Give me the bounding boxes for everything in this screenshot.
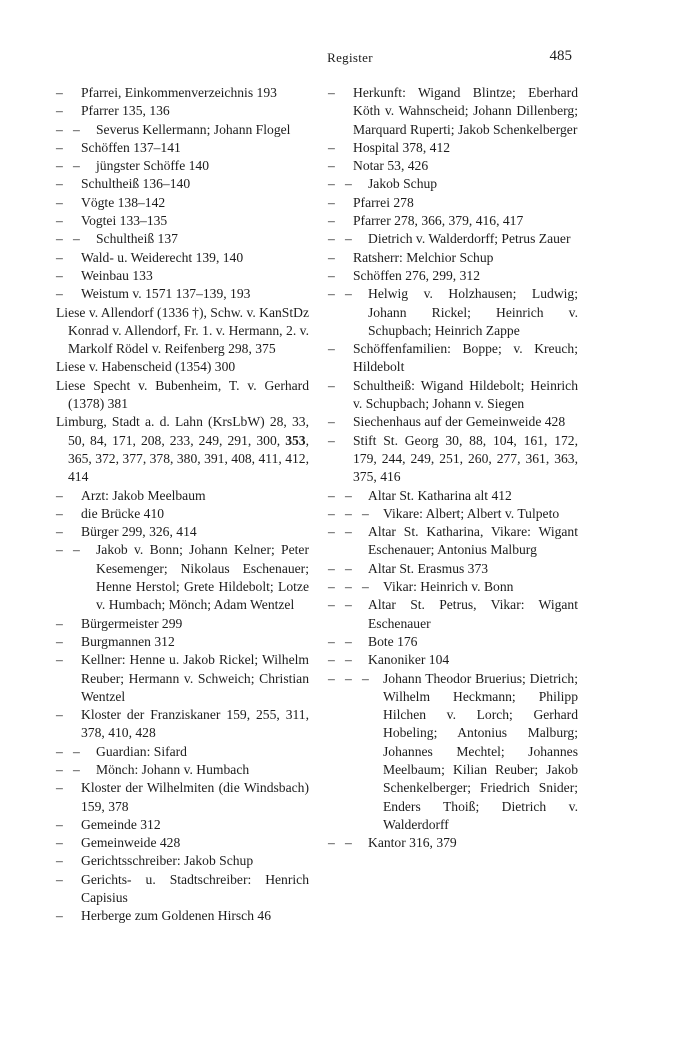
entry-text: Gemeinde 312 xyxy=(81,816,161,832)
index-entry xyxy=(328,578,578,596)
entry-text: die Brücke 410 xyxy=(81,505,165,521)
entry-text: Schöffen 137–141 xyxy=(81,139,181,155)
index-entry xyxy=(328,267,578,285)
index-entry xyxy=(328,340,578,377)
dash-marker xyxy=(328,523,352,541)
index-entry xyxy=(56,267,309,285)
index-entry xyxy=(328,212,578,230)
entry-text: Schultheiß 136–140 xyxy=(81,176,191,192)
dash-marker xyxy=(328,432,335,450)
page-number: 485 xyxy=(549,48,572,64)
entry-text: Bürgermeister 299 xyxy=(81,615,183,631)
index-entry xyxy=(56,139,309,157)
index-entry xyxy=(328,523,578,560)
entry-text: Vikar: Heinrich v. Bonn xyxy=(383,579,514,595)
index-entry xyxy=(328,84,578,139)
entry-text: Gemeinweide 428 xyxy=(81,835,181,851)
index-entry xyxy=(56,615,309,633)
entry-text: Gerichts- u. Stadtschreiber: Henrich Capisius xyxy=(81,871,309,906)
index-entry xyxy=(56,505,309,523)
entry-text: Siechenhaus auf der Gemeinweide 428 xyxy=(353,414,566,430)
dash-marker xyxy=(56,523,63,541)
dash-marker xyxy=(56,816,63,834)
dash-marker xyxy=(56,487,63,505)
index-entry xyxy=(328,230,578,248)
index-entry xyxy=(328,432,578,487)
index-entry xyxy=(56,871,309,908)
dash-marker xyxy=(328,413,335,431)
index-entry xyxy=(56,523,309,541)
index-entry xyxy=(328,670,578,835)
index-entry xyxy=(56,779,309,816)
index-entry xyxy=(328,596,578,633)
entry-text: Altar St. Petrus, Vikar: Wigant Eschenauer xyxy=(368,597,578,631)
entry-text: Kantor 316, 379 xyxy=(368,835,457,851)
dash-marker xyxy=(56,761,80,779)
index-entry xyxy=(328,633,578,651)
index-entry xyxy=(56,285,309,303)
entry-text: Helwig v. Holzhausen; Ludwig; Johann Rickel; Heinrich v. Schupbach; Heinrich Zappe xyxy=(368,286,578,338)
running-header-title: Register xyxy=(327,50,373,65)
entry-text: Stift St. Georg 30, 88, 104, 161, 172, 179, 244, 249, 251, 260, 277, 361, 363, 375, 416 xyxy=(353,432,578,485)
index-entry xyxy=(56,413,309,486)
entry-text: Schultheiß: Wigand Hildebolt; Heinrich v. Schupbach; Johann v. Siegen xyxy=(353,377,578,412)
entry-text: Altar St. Katharina alt 412 xyxy=(368,487,512,503)
dash-marker xyxy=(328,670,369,688)
dash-marker xyxy=(56,230,80,248)
index-entry xyxy=(56,377,309,414)
dash-marker xyxy=(56,505,63,523)
dash-marker xyxy=(328,285,352,303)
dash-marker xyxy=(328,487,352,505)
entry-text: Jakob Schup xyxy=(368,176,438,192)
index-entry xyxy=(328,175,578,193)
index-entry xyxy=(56,834,309,852)
index-entry xyxy=(56,907,309,925)
entry-text: Bote 176 xyxy=(368,633,418,649)
entry-text: Herkunft: Wigand Blintze; Eberhard Köth v. Wahnscheid; Johann Dillenberg; Marquard Ruperti; Jakob Schenkelberger xyxy=(353,85,578,137)
dash-marker xyxy=(56,84,63,102)
index-entry xyxy=(56,761,309,779)
entry-text: Johann Theodor Bruerius; Dietrich; Wilhelm Heckmann; Philipp Hilchen v. Lorch; Gerhard Hobeling; Antonius Malburg; Johannes Mechtel; Johannes Meelbaum; Kilian Reuber; Jakob Schenkelberger; Friedrich Snider; Enders Thoiß; Dietrich v. Walderdorff xyxy=(383,670,578,832)
dash-marker xyxy=(328,340,335,358)
dash-marker xyxy=(328,633,352,651)
index-column-left xyxy=(56,84,309,926)
index-entry xyxy=(328,505,578,523)
index-entry xyxy=(56,84,309,102)
entry-text: Notar 53, 426 xyxy=(353,158,429,174)
index-entry xyxy=(56,157,309,175)
entry-text: Weistum v. 1571 137–139, 193 xyxy=(81,286,251,302)
index-entry xyxy=(328,487,578,505)
index-entry xyxy=(56,121,309,139)
dash-marker xyxy=(56,907,63,925)
entry-text: jüngster Schöffe 140 xyxy=(96,158,210,174)
dash-marker xyxy=(56,852,63,870)
entry-text: Vogtei 133–135 xyxy=(81,213,168,229)
index-entry xyxy=(56,358,309,376)
index-entry xyxy=(56,541,309,614)
dash-marker xyxy=(56,615,63,633)
index-entry xyxy=(328,651,578,669)
dash-marker xyxy=(328,267,335,285)
index-entry xyxy=(328,285,578,340)
entry-text: Liese v. Habenscheid (1354) 300 xyxy=(56,359,236,375)
dash-marker xyxy=(328,157,335,175)
dash-marker xyxy=(328,212,335,230)
entry-text: Schultheiß 137 xyxy=(96,231,178,247)
dash-marker xyxy=(328,834,352,852)
dash-marker xyxy=(328,505,369,523)
dash-marker xyxy=(328,194,335,212)
dash-marker xyxy=(56,194,63,212)
entry-text: Ratsherr: Melchior Schup xyxy=(353,249,494,265)
entry-text: , 365, 372, 377, 378, 380, 391, 408, 411, 412, 414 xyxy=(68,432,309,485)
entry-text: Bürger 299, 326, 414 xyxy=(81,524,197,540)
entry-text: Severus Kellermann; Johann Flogel xyxy=(96,121,291,137)
dash-marker xyxy=(56,871,63,889)
dash-marker xyxy=(56,157,80,175)
entry-text: Kanoniker 104 xyxy=(368,652,450,668)
index-entry xyxy=(328,157,578,175)
dash-marker xyxy=(56,121,80,139)
dash-marker xyxy=(56,633,63,651)
index-entry xyxy=(56,212,309,230)
entry-text: Guardian: Sifard xyxy=(96,743,187,759)
entry-text: Kloster der Wilhelmiten (die Windsbach) 159, 378 xyxy=(81,780,309,814)
dash-marker xyxy=(328,175,352,193)
entry-text: Pfarrei, Einkommenverzeichnis 193 xyxy=(81,85,277,100)
entry-text: Gerichtsschreiber: Jakob Schup xyxy=(81,853,254,869)
index-entry xyxy=(56,633,309,651)
index-entry xyxy=(56,651,309,706)
dash-marker xyxy=(56,834,63,852)
index-entry xyxy=(56,304,309,359)
index-entry xyxy=(56,249,309,267)
entry-text: Jakob v. Bonn; Johann Kelner; Peter Kesemenger; Nikolaus Eschenauer; Henne Herstol; Grete Hildebolt; Lotze v. Humbach; Mönch; Adam Wentzel xyxy=(96,542,309,613)
index-entry xyxy=(328,249,578,267)
entry-bold-page: 353 xyxy=(285,432,306,448)
dash-marker xyxy=(328,84,335,102)
dash-marker xyxy=(56,743,80,761)
index-entry xyxy=(56,194,309,212)
dash-marker xyxy=(56,249,63,267)
dash-marker xyxy=(328,249,335,267)
index-entry xyxy=(56,230,309,248)
dash-marker xyxy=(56,541,80,559)
entry-text: Kellner: Henne u. Jakob Rickel; Wilhelm Reuber; Hermann v. Schweich; Christian Wentzel xyxy=(81,652,309,704)
index-entry xyxy=(328,560,578,578)
dash-marker xyxy=(56,285,63,303)
dash-marker xyxy=(56,651,63,669)
index-column-right xyxy=(328,84,578,852)
entry-text: Wald- u. Weiderecht 139, 140 xyxy=(81,249,244,265)
entry-text: Herberge zum Goldenen Hirsch 46 xyxy=(81,908,272,924)
entry-text: Dietrich v. Walderdorff; Petrus Zauer xyxy=(368,231,571,247)
dash-marker xyxy=(328,578,369,596)
dash-marker xyxy=(328,139,335,157)
index-entry xyxy=(56,175,309,193)
entry-text: Pfarrer 135, 136 xyxy=(81,103,170,119)
entry-text: Burgmannen 312 xyxy=(81,633,175,649)
entry-text: Pfarrei 278 xyxy=(353,194,414,210)
index-entry xyxy=(56,743,309,761)
dash-marker xyxy=(56,139,63,157)
dash-marker xyxy=(56,102,63,120)
dash-marker xyxy=(56,706,63,724)
dash-marker xyxy=(328,560,352,578)
dash-marker xyxy=(328,651,352,669)
dash-marker xyxy=(56,267,63,285)
index-entry xyxy=(328,194,578,212)
entry-text: Mönch: Johann v. Humbach xyxy=(96,761,250,777)
index-entry xyxy=(328,413,578,431)
dash-marker xyxy=(56,175,63,193)
index-entry xyxy=(328,834,578,852)
entry-text: Liese v. Allendorf (1336 †), Schw. v. KanStDz Konrad v. Allendorf, Fr. 1. v. Hermann, 2. v. Markolf Rödel v. Reifenberg 298, 375 xyxy=(56,304,309,357)
entry-text: Schöffenfamilien: Boppe; v. Kreuch; Hildebolt xyxy=(353,341,578,375)
entry-text: Schöffen 276, 299, 312 xyxy=(353,267,480,283)
entry-text: Arzt: Jakob Meelbaum xyxy=(81,487,206,503)
entry-text: Hospital 378, 412 xyxy=(353,139,451,155)
index-entry xyxy=(56,706,309,743)
entry-text: Kloster der Franziskaner 159, 255, 311, 378, 410, 428 xyxy=(81,707,309,741)
index-entry xyxy=(56,487,309,505)
index-entry xyxy=(56,102,309,120)
dash-marker xyxy=(328,230,352,248)
index-entry xyxy=(328,377,578,414)
dash-marker xyxy=(56,212,63,230)
entry-text: Altar St. Katharina, Vikare: Wigant Eschenauer; Antonius Malburg xyxy=(368,524,578,558)
index-entry xyxy=(328,139,578,157)
entry-text: Pfarrer 278, 366, 379, 416, 417 xyxy=(353,213,524,229)
index-entry xyxy=(56,852,309,870)
entry-text: Weinbau 133 xyxy=(81,267,153,283)
dash-marker xyxy=(328,377,335,395)
entry-text: Liese Specht v. Bubenheim, T. v. Gerhard (1378) 381 xyxy=(56,377,309,412)
index-entry xyxy=(56,816,309,834)
entry-text: Vögte 138–142 xyxy=(81,194,166,210)
dash-marker xyxy=(328,596,352,614)
dash-marker xyxy=(56,779,63,797)
entry-text: Altar St. Erasmus 373 xyxy=(368,560,489,576)
entry-text: Vikare: Albert; Albert v. Tulpeto xyxy=(383,505,560,521)
entry-text: Limburg, Stadt a. d. Lahn (KrsLbW) 28, 33, 50, 84, 171, 208, 233, 249, 291, 300, xyxy=(56,414,309,448)
